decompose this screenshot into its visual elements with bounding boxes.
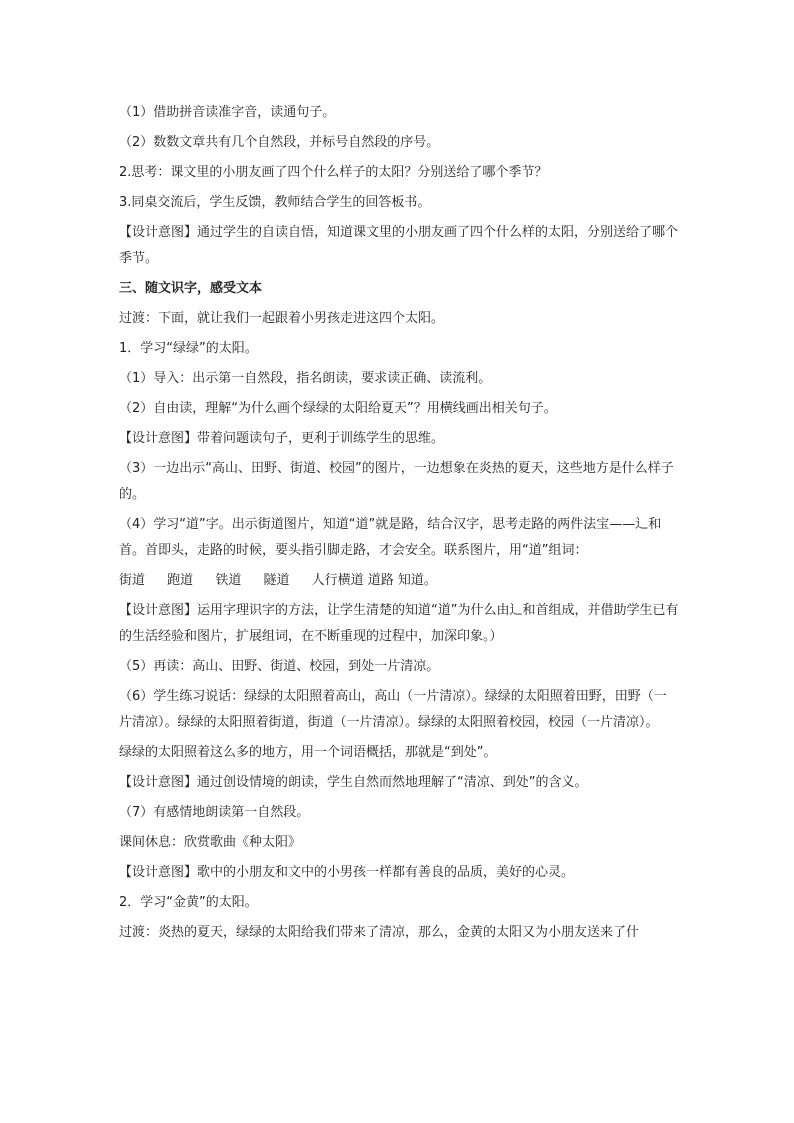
- design-intent-paragraph: 【设计意图】歌中的小朋友和文中的小男孩一样都有善良的品质，美好的心灵。: [119, 865, 575, 880]
- paragraph: 3.同桌交流后，学生反馈，教师结合学生的回答板书。: [119, 195, 431, 210]
- word-item: 街道: [119, 573, 146, 588]
- paragraph: （2）数数文章共有几个自然段，并标号自然段的序号。: [119, 135, 440, 150]
- paragraph: 2.思考：课文里的小朋友画了四个什么样子的太阳？分别送给了哪个季节？: [119, 165, 548, 180]
- document-body: [119, 100, 679, 950]
- paragraph: （2）自由读，理解“为什么画个绿绿的太阳给夏天”？用横线画出相关句子。: [119, 401, 557, 416]
- paragraph: （1）导入：出示第一自然段，指名朗读，要求读正确、读流利。: [119, 371, 492, 386]
- word-item: 隧道: [263, 573, 290, 588]
- paragraph: （5）再读：高山、田野、街道、校园，到处一片清凉。: [119, 659, 440, 674]
- design-intent-paragraph: 【设计意图】带着问题读句子，更利于训练学生的思维。: [119, 431, 445, 446]
- paragraph: （4）学习“道”字。出示街道图片，知道“道”就是路，结合汉字，思考走路的两件法宝——辶和首。首即头，走路的时候，要头指引脚走路，才会安全。联系图片，用“道”组词：: [119, 517, 662, 558]
- paragraph: （6）学生练习说话：绿绿的太阳照着高山，高山（一片清凉）。绿绿的太阳照着田野，田野（一片清凉）。绿绿的太阳照着街道，街道（一片清凉）。绿绿的太阳照着校园，校园（一片清凉）。: [119, 689, 667, 730]
- section-heading: 三、随文识字，感受文本: [119, 281, 263, 296]
- paragraph: 过渡：下面，就让我们一起跟着小男孩走进这四个太阳。: [119, 311, 445, 326]
- paragraph: 过渡：炎热的夏天，绿绿的太阳给我们带来了清凉，那么，金黄的太阳又为小朋友送来了什: [119, 925, 640, 940]
- design-intent-paragraph: 【设计意图】通过学生的自读自悟，知道课文里的小朋友画了四个什么样的太阳，分别送给了哪个季节。: [119, 225, 679, 266]
- word-list: [119, 568, 679, 594]
- paragraph: （3）一边出示“高山、田野、街道、校园”的图片，一边想象在炎热的夏天，这些地方是什么样子的。: [119, 461, 674, 502]
- paragraph: 绿绿的太阳照着这么多的地方，用一个词语概括，那就是“到处”。: [119, 745, 497, 760]
- word-item: 跑道: [167, 573, 194, 588]
- word-item: 铁道: [215, 573, 242, 588]
- word-item: 人行横道 道路 知道。: [311, 573, 437, 588]
- design-intent-paragraph: 【设计意图】通过创设情境的朗读，学生自然而然地理解了“清凉、到处”的含义。: [119, 775, 588, 790]
- paragraph: 2．学习“金黄”的太阳。: [119, 895, 258, 910]
- paragraph: （7）有感情地朗读第一自然段。: [119, 805, 310, 820]
- paragraph: 1．学习“绿绿”的太阳。: [119, 341, 258, 356]
- paragraph: 课间休息：欣赏歌曲《种太阳》: [119, 835, 302, 850]
- design-intent-paragraph: 【设计意图】运用字理识字的方法，让学生清楚的知道“道”为什么由辶和首组成，并借助学生已有的生活经验和图片，扩展组词，在不断重现的过程中，加深印象。）: [119, 603, 679, 644]
- paragraph: （1）借助拼音读准字音，读通句子。: [119, 105, 336, 120]
